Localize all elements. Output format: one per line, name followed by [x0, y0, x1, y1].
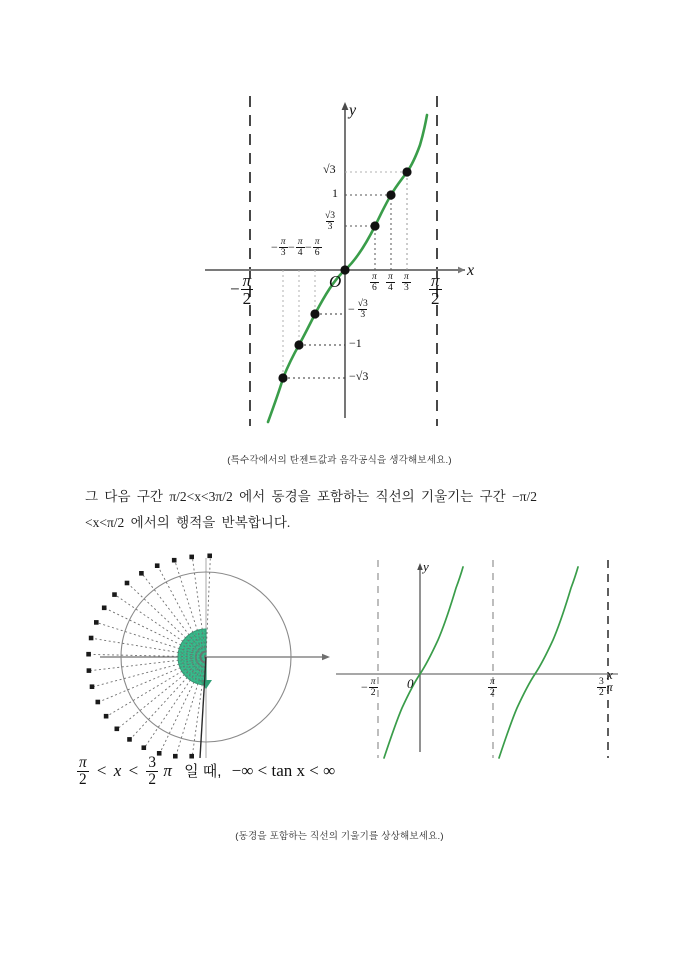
tick-num: π [388, 271, 393, 282]
figure1-ytick-root3: √3 [323, 162, 336, 176]
x-axis-arrow [458, 267, 465, 274]
tick-sign: − [305, 240, 312, 255]
figure1-asymptote-right-label [428, 273, 443, 309]
figure-tangent-special-angles [0, 90, 679, 430]
figure2-formula [76, 756, 335, 788]
tick-num: π [314, 236, 320, 247]
tick-den: 3 [404, 281, 409, 293]
y-axis-arrow [342, 102, 349, 110]
tick-num: π [372, 271, 377, 282]
figure1-x-axis-label: x [467, 262, 475, 279]
point-origin [340, 265, 349, 274]
body-line-1: 그 다음 구간 π/2<x<3π/2 에서 동경을 포함하는 직선의 기울기는 구간 −π/2 [85, 489, 537, 504]
minus-sign: − [230, 279, 240, 299]
figure2-svg [60, 552, 350, 762]
body-paragraph [85, 484, 590, 536]
point-pi3 [402, 167, 411, 176]
formula-right-den: 2 [148, 770, 157, 788]
figure1-origin-label: O [329, 272, 342, 291]
bottom-caption: (동경을 포함하는 직선의 기울기를 상상해보세요.) [235, 831, 444, 842]
ytick-num: √3 [357, 298, 368, 309]
tick-sign: − [271, 240, 278, 255]
figure1-ytick-neg-root3: −√3 [349, 369, 369, 383]
tick-suffix: π [606, 680, 613, 695]
formula-var: x [113, 761, 122, 780]
tick-num: π [490, 676, 495, 687]
formula-tail: −∞ < tan x < ∞ [231, 761, 336, 780]
tick-den: 4 [388, 281, 393, 293]
figure1-ytick-one: 1 [332, 186, 338, 200]
figure3-svg [330, 552, 620, 762]
point-neg-pi3 [278, 373, 287, 382]
figure3-origin-label: 0 [407, 676, 414, 691]
tick-num: π [297, 236, 303, 247]
figure1-xtick-pi6 [369, 273, 380, 294]
figure1-ytick-root3over3 [322, 212, 338, 233]
figure1-caption: (특수각에서의 탄젠트값과 음각공식을 생각해보세요.) [227, 455, 452, 466]
formula-korean: 일 때, [184, 763, 222, 780]
tick-sign: − [361, 680, 368, 695]
formula-left-num: π [79, 754, 87, 771]
tick-den: 4 [297, 246, 303, 258]
ytick-den: 3 [360, 308, 366, 320]
circle-x-axis-arrow [322, 654, 330, 660]
ytick-den: 3 [327, 220, 333, 232]
tangent-branch-1 [384, 567, 463, 758]
figure3-xtick-three-half-pi [596, 678, 613, 699]
asymptote-left-den: 2 [242, 289, 252, 309]
tick-den: 6 [314, 246, 320, 258]
figure1-xtick-pi3 [401, 273, 412, 294]
formula-rel-2: < [128, 761, 139, 780]
point-neg-pi4 [294, 340, 303, 349]
formula-right-num: 3 [148, 754, 157, 771]
figure1-xtick-neg-pi4 [288, 238, 306, 259]
point-pi6 [370, 221, 379, 230]
ytick-sign: − [348, 302, 355, 317]
tick-sign: − [288, 240, 295, 255]
figure1-ytick-neg-one: −1 [349, 336, 362, 350]
figure1-y-axis-label: y [349, 102, 357, 119]
figure3-y-axis-arrow [417, 563, 423, 570]
asymptote-right-num: π [431, 271, 440, 290]
figure-tangent-two-branches [330, 552, 620, 762]
figure1-xtick-neg-pi6 [305, 238, 323, 259]
figure1-svg [0, 90, 679, 430]
figure1-xtick-neg-pi3 [271, 238, 289, 259]
figure3-xtick-neg-half-pi [361, 678, 379, 699]
tick-den: 2 [599, 686, 604, 698]
asymptote-right-den: 2 [431, 289, 440, 309]
asymptote-left-num: π [242, 271, 252, 290]
point-neg-pi6 [310, 309, 319, 318]
tick-den: 2 [490, 686, 495, 698]
figure3-xtick-half-pi [487, 678, 498, 699]
tick-den: 2 [370, 686, 376, 698]
figure1-xtick-pi4 [385, 273, 396, 294]
point-pi4 [386, 190, 395, 199]
body-line-2: <x<π/2 에서의 행적을 반복합니다. [85, 515, 291, 530]
figure1-ytick-neg-root3over3 [348, 300, 371, 321]
figure3-x-axis-label: x [607, 667, 613, 682]
formula-pi: π [163, 761, 172, 780]
figure-unit-circle-rays [60, 552, 350, 762]
tick-num: π [404, 271, 409, 282]
tick-den: 3 [280, 246, 286, 258]
formula-left-den: 2 [79, 770, 87, 788]
figure1-asymptote-left-label [230, 273, 254, 309]
tick-den: 6 [372, 281, 377, 293]
ytick-num: √3 [325, 210, 336, 221]
tick-num: π [370, 676, 376, 687]
tangent-branch-2 [499, 567, 578, 758]
tick-num: π [280, 236, 286, 247]
tick-num: 3 [599, 676, 604, 687]
formula-rel-1: < [96, 761, 107, 780]
figure3-y-axis-label: y [423, 559, 429, 574]
